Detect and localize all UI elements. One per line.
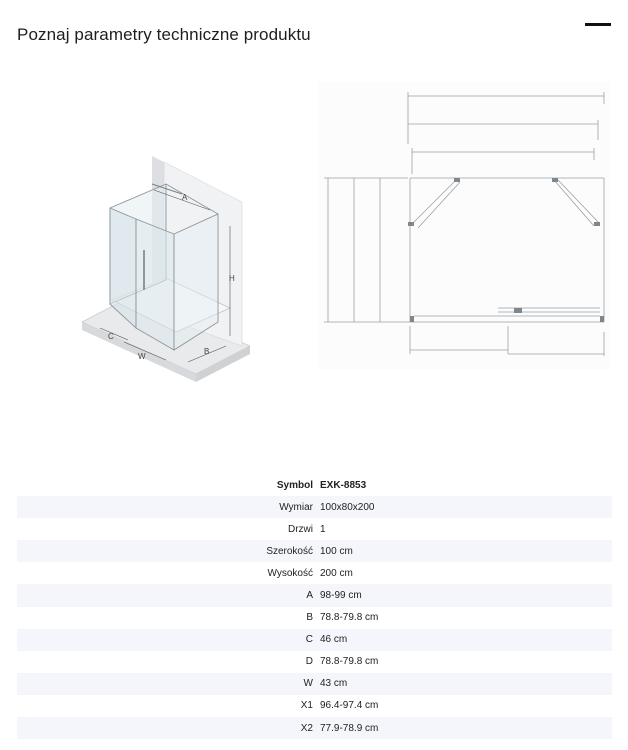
spec-label: Wymiar [279,501,313,513]
shower-plan-drawing [318,82,610,369]
spec-label: Symbol [276,479,313,491]
spec-row [17,717,612,739]
spec-row [17,496,612,518]
spec-value: 100 cm [320,545,353,557]
spec-value: 96.4-97.4 cm [320,700,379,712]
spec-row [17,629,612,651]
spec-value: 98-99 cm [320,590,362,602]
spec-label: C [305,634,313,646]
spec-row [17,607,612,629]
spec-row [17,673,612,695]
spec-row [17,562,612,584]
spec-value: 46 cm [320,634,348,646]
spec-label: Drzwi [288,523,313,535]
spec-label: A [306,590,313,602]
spec-label: X2 [300,722,313,734]
spec-value: 200 cm [320,567,353,579]
spec-value: 1 [320,523,326,535]
spec-row [17,584,612,606]
spec-label: Szerokość [266,545,313,557]
spec-label: D [305,656,313,668]
spec-row [17,695,612,717]
spec-row [17,518,612,540]
technical-specs-table [17,474,612,739]
spec-value: 100x80x200 [320,501,375,513]
spec-value: 78.8-79.8 cm [320,656,379,668]
spec-value: 43 cm [320,678,348,690]
dimension-label-a: A [182,193,188,202]
spec-value: 77.9-78.9 cm [320,722,379,734]
spec-label: Wysokość [267,567,313,579]
spec-row [17,474,612,496]
spec-label: W [303,678,313,690]
spec-value: EXK-8853 [320,479,367,491]
spec-value: 78.8-79.8 cm [320,612,379,624]
spec-row [17,540,612,562]
spec-row [17,651,612,673]
dimension-label-c: C [108,332,114,341]
collapse-icon[interactable] [585,23,611,26]
spec-label: B [306,612,313,624]
dimension-label-b: B [204,347,210,356]
dimension-label-h: H [229,274,235,283]
spec-label: X1 [300,700,313,712]
shower-isometric-illustration [78,150,250,395]
dimension-label-w: W [138,352,146,361]
section-title: Poznaj parametry techniczne produktu [17,25,311,44]
